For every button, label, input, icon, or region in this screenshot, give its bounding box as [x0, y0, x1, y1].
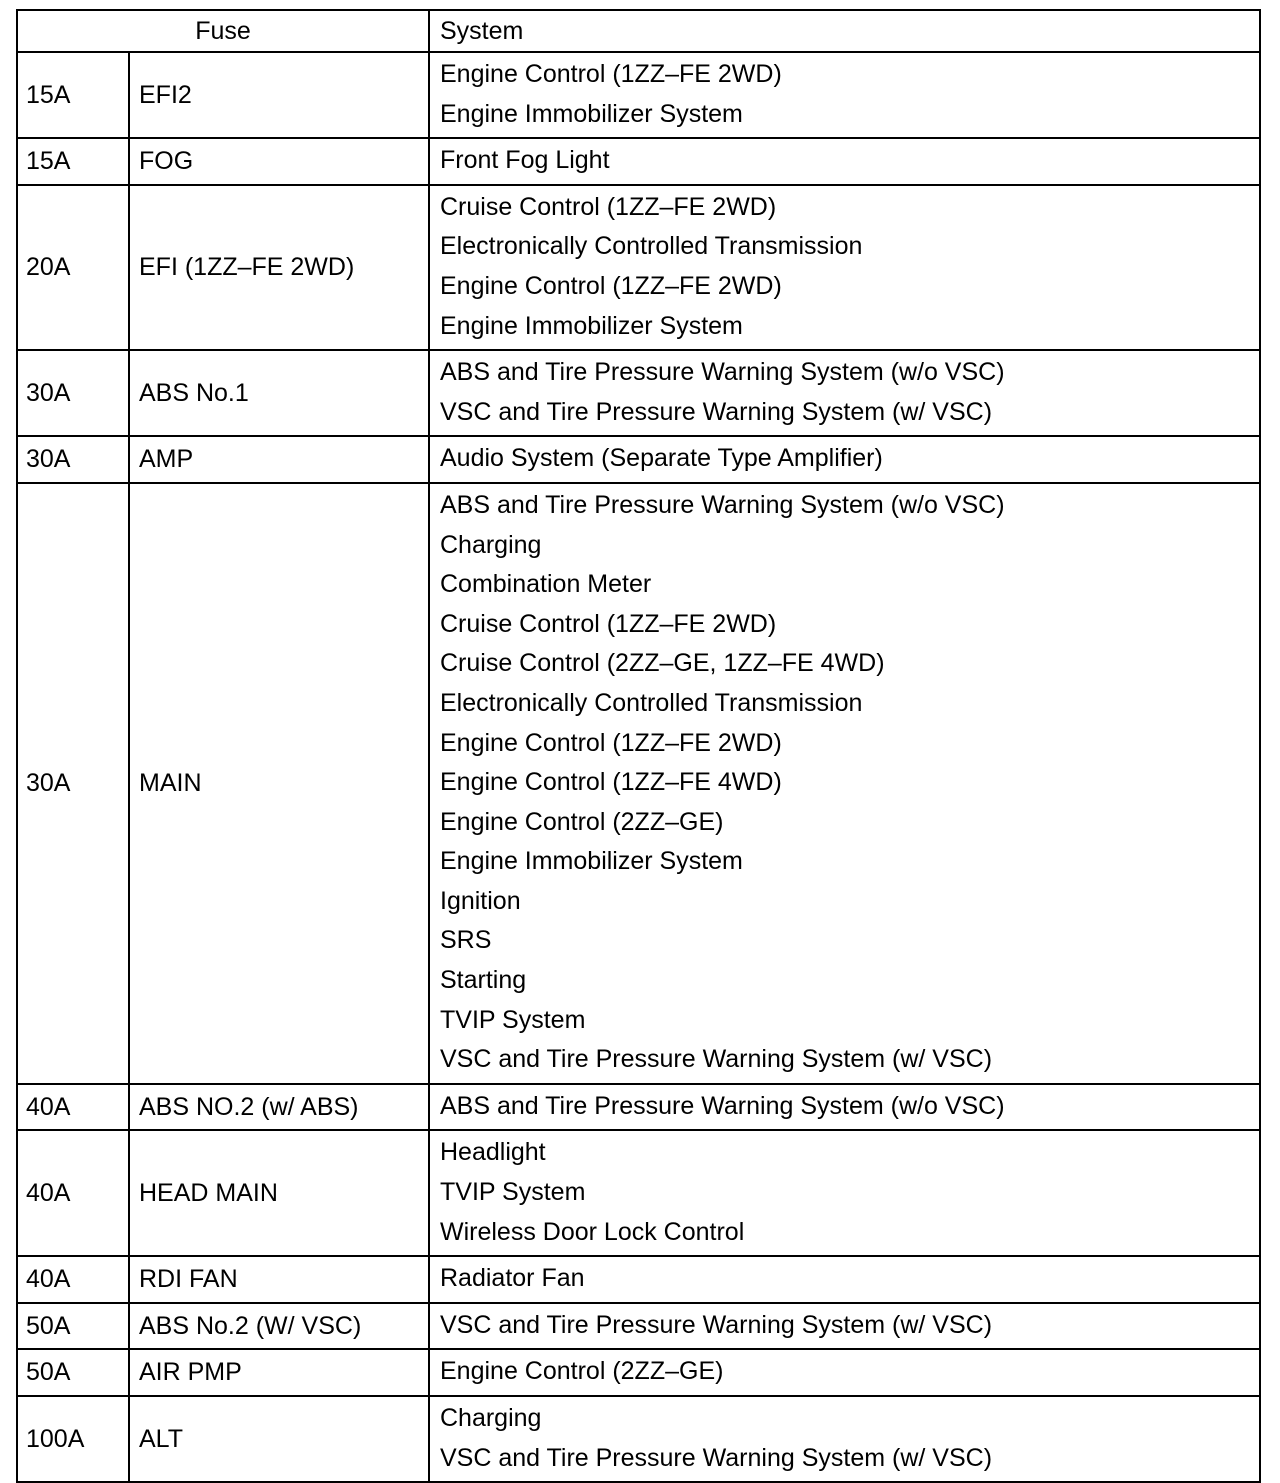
system-item: ABS and Tire Pressure Warning System (w/o VSC) [440, 358, 1005, 387]
table-row [17, 483, 1260, 1084]
fuse-name: RDI FAN [129, 1256, 429, 1303]
system-item: Combination Meter [440, 570, 652, 599]
system-item: Engine Control (1ZZ–FE 4WD) [440, 768, 782, 797]
fuse-name: MAIN [129, 483, 429, 1084]
system-item: TVIP System [440, 1005, 586, 1034]
system-item: VSC and Tire Pressure Warning System (w/ VSC) [440, 1045, 993, 1074]
system-list [429, 1084, 1260, 1131]
system-item: Charging [440, 1404, 542, 1432]
system-item: Cruise Control (1ZZ–FE 2WD) [440, 192, 777, 221]
system-item: Engine Immobilizer System [440, 311, 743, 340]
fuse-amperage: 100A [17, 1396, 129, 1482]
system-list [429, 1396, 1260, 1482]
system-item: VSC and Tire Pressure Warning System (w/ VSC) [440, 1310, 993, 1339]
table-row [17, 52, 1260, 138]
system-list [429, 1349, 1260, 1396]
table-row [17, 1303, 1260, 1350]
fuse-amperage: 15A [17, 52, 129, 138]
system-item: Engine Control (1ZZ–FE 2WD) [440, 60, 782, 88]
fuse-amperage: 40A [17, 1130, 129, 1256]
fuse-name: AMP [129, 436, 429, 483]
system-item: Wireless Door Lock Control [440, 1217, 745, 1246]
system-item: Engine Control (2ZZ–GE) [440, 1357, 724, 1386]
system-item: Engine Control (1ZZ–FE 2WD) [440, 271, 782, 300]
header-row [17, 10, 1260, 52]
fuse-name: ABS No.1 [129, 350, 429, 436]
fuse-name: ABS NO.2 (w/ ABS) [129, 1084, 429, 1131]
system-item: TVIP System [440, 1178, 586, 1207]
system-list [429, 138, 1260, 185]
table-row [17, 185, 1260, 350]
fuse-name: EFI (1ZZ–FE 2WD) [129, 185, 429, 350]
system-item: Front Fog Light [440, 146, 610, 175]
table-row [17, 1396, 1260, 1482]
system-item: ABS and Tire Pressure Warning System (w/o VSC) [440, 1091, 1005, 1120]
table-row [17, 436, 1260, 483]
fuse-name: HEAD MAIN [129, 1130, 429, 1256]
table-row [17, 1349, 1260, 1396]
fuse-table [16, 9, 1261, 1483]
system-item: Cruise Control (2ZZ–GE, 1ZZ–FE 4WD) [440, 649, 885, 678]
fuse-amperage: 30A [17, 436, 129, 483]
table-row [17, 1130, 1260, 1256]
fuse-amperage: 50A [17, 1303, 129, 1350]
fuse-name: ALT [129, 1396, 429, 1482]
fuse-name: ABS No.2 (W/ VSC) [129, 1303, 429, 1350]
system-item: Audio System (Separate Type Amplifier) [440, 444, 883, 473]
system-list [429, 350, 1260, 436]
fuse-amperage: 20A [17, 185, 129, 350]
fuse-amperage: 40A [17, 1084, 129, 1131]
system-item: Engine Immobilizer System [440, 847, 743, 876]
system-column-header: System [429, 10, 1260, 52]
fuse-amperage: 30A [17, 483, 129, 1084]
system-item: VSC and Tire Pressure Warning System (w/ VSC) [440, 397, 993, 426]
system-item: Electronically Controlled Transmission [440, 232, 863, 261]
system-item: Charging [440, 530, 542, 559]
system-item: SRS [440, 926, 492, 955]
system-item: Radiator Fan [440, 1264, 585, 1293]
system-item: Ignition [440, 886, 521, 915]
fuse-column-header: Fuse [17, 10, 429, 52]
system-list [429, 52, 1260, 138]
fuse-amperage: 30A [17, 350, 129, 436]
table-row [17, 1084, 1260, 1131]
system-item: Headlight [440, 1138, 546, 1167]
fuse-name: FOG [129, 138, 429, 185]
system-item: Engine Immobilizer System [440, 99, 743, 128]
system-item: Engine Control (2ZZ–GE) [440, 807, 724, 836]
fuse-name: AIR PMP [129, 1349, 429, 1396]
fuse-name: EFI2 [129, 52, 429, 138]
system-item: Engine Control (1ZZ–FE 2WD) [440, 728, 782, 757]
system-item: Cruise Control (1ZZ–FE 2WD) [440, 609, 777, 638]
system-item: ABS and Tire Pressure Warning System (w/o VSC) [440, 490, 1005, 519]
table-row [17, 350, 1260, 436]
system-list [429, 1303, 1260, 1350]
system-list [429, 185, 1260, 350]
table-row [17, 138, 1260, 185]
table-row [17, 1256, 1260, 1303]
fuse-amperage: 40A [17, 1256, 129, 1303]
system-list [429, 483, 1260, 1084]
system-list [429, 1256, 1260, 1303]
system-item: Starting [440, 966, 527, 995]
system-list [429, 436, 1260, 483]
fuse-amperage: 15A [17, 138, 129, 185]
system-item: VSC and Tire Pressure Warning System (w/ VSC) [440, 1443, 993, 1472]
system-item: Electronically Controlled Transmission [440, 688, 863, 717]
system-list [429, 1130, 1260, 1256]
fuse-amperage: 50A [17, 1349, 129, 1396]
